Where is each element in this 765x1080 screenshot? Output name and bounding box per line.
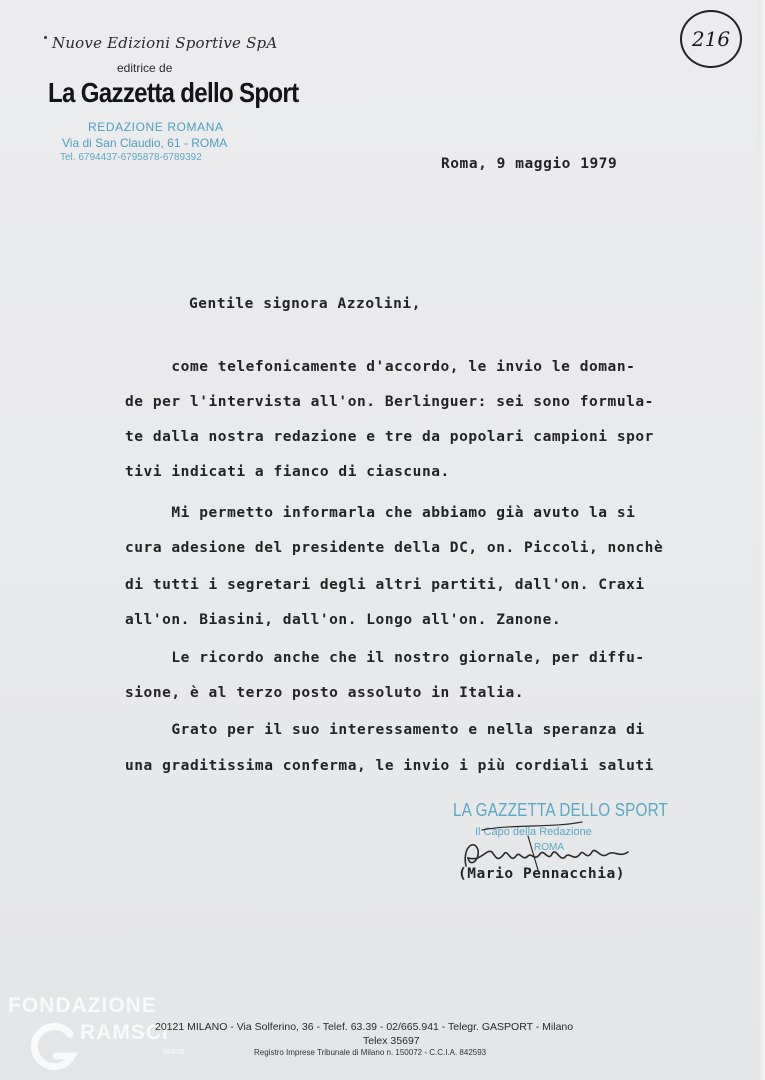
letter-line: di tutti i segretari degli altri partiti, dall'on. Craxi bbox=[125, 577, 645, 593]
letter-line: te dalla nostra redazione e tre da popolari campioni spor bbox=[125, 429, 654, 445]
watermark-g-logo-icon bbox=[28, 1022, 80, 1074]
watermark-line2: RAMSCI bbox=[80, 1021, 169, 1044]
letter-date: Roma, 9 maggio 1979 bbox=[441, 156, 618, 172]
letterhead-newspaper-title: La Gazzetta dello Sport bbox=[48, 77, 299, 108]
letter-line: Grato per il suo interessamento e nella speranza di bbox=[125, 722, 645, 738]
footer-telex: Telex 35697 bbox=[363, 1035, 420, 1047]
watermark-onlus: onlus bbox=[163, 1046, 185, 1056]
letter-line: sione, è al terzo posto assoluto in Italia. bbox=[125, 685, 525, 701]
signer-name: (Mario Pennacchia) bbox=[458, 866, 626, 882]
ink-dot bbox=[44, 36, 47, 39]
letter-line: come telefonicamente d'accordo, le invio le doman- bbox=[125, 359, 636, 375]
letter-line: all'on. Biasini, dall'on. Longo all'on. Zanone. bbox=[125, 612, 562, 628]
letter-line: tivi indicati a fianco di ciascuna. bbox=[125, 464, 450, 480]
footer-address: 20121 MILANO - Via Solferino, 36 - Telef. 63.39 - 02/665.941 - Telegr. GASPORT - Milano bbox=[155, 1021, 574, 1033]
archive-number: 216 bbox=[691, 27, 731, 51]
archive-number-circle bbox=[680, 10, 742, 68]
letter-line: Le ricordo anche che il nostro giornale, per diffu- bbox=[125, 650, 645, 666]
letterhead-office: REDAZIONE ROMANA bbox=[88, 120, 224, 134]
footer-registry: Registro Imprese Tribunale di Milano n. 150072 - C.C.I.A. 842593 bbox=[254, 1048, 487, 1057]
letterhead-publisher: Nuove Edizioni Sportive SpA bbox=[52, 34, 278, 52]
letterhead-address: Via di San Claudio, 61 - ROMA bbox=[62, 136, 228, 150]
page-edge bbox=[759, 0, 765, 1080]
stamp-title: LA GAZZETTA DELLO SPORT bbox=[453, 800, 669, 820]
letter-line: Mi permetto informarla che abbiamo già avuto la si bbox=[125, 505, 636, 521]
letter-salutation: Gentile signora Azzolini, bbox=[189, 296, 421, 312]
watermark-line1: FONDAZIONE bbox=[8, 994, 157, 1017]
letter-line: una graditissima conferma, le invio i più cordiali saluti bbox=[125, 758, 654, 774]
letter-line: cura adesione del presidente della DC, on. Piccoli, nonchè bbox=[125, 540, 664, 556]
stamp-role: Il Capo della Redazione bbox=[475, 826, 592, 838]
letterhead-phones: Tel. 6794437-6795878-6789392 bbox=[60, 152, 202, 163]
letterhead-editrice: editrice de bbox=[117, 61, 173, 75]
letter-line: de per l'intervista all'on. Berlinguer: sei sono formula- bbox=[125, 394, 654, 410]
stamp-city: ROMA bbox=[534, 842, 564, 853]
